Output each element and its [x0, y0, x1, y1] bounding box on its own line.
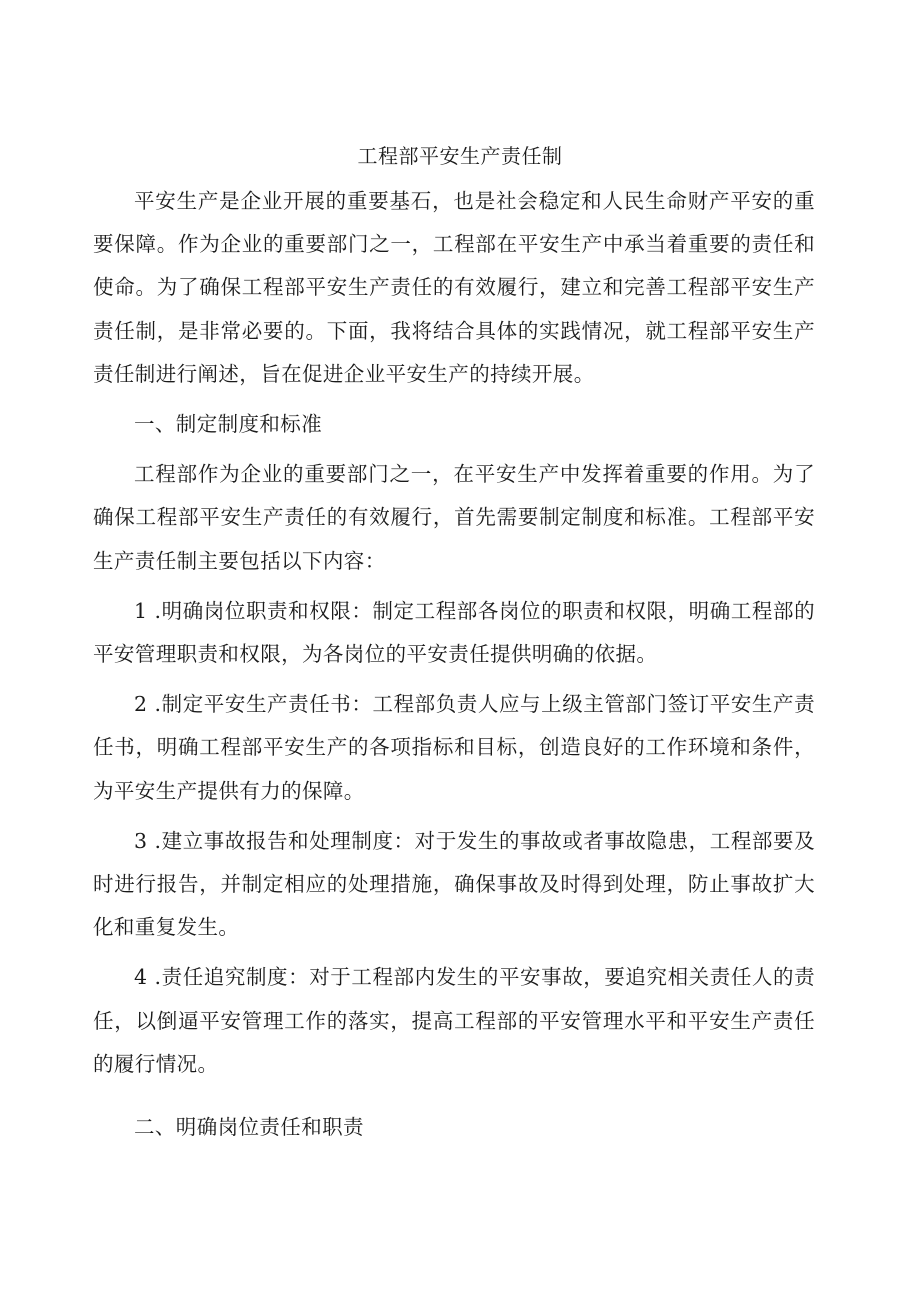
list-item-2: 2 .制定平安生产责任书：工程部负责人应与上级主管部门签订平安生产责任书，明确工程部平安生产的各项指标和目标，创造良好的工作环境和条件，为平安生产提供有力的保障。: [93, 692, 815, 803]
section1-intro-paragraph: 工程部作为企业的重要部门之一，在平安生产中发挥着重要的作用。为了确保工程部平安生产责任的有效履行，首先需要制定制度和标准。工程部平安生产责任制主要包括以下内容：: [93, 462, 815, 573]
section-heading-2: 二、明确岗位责任和职责: [134, 1115, 364, 1140]
document-title: 工程部平安生产责任制: [357, 144, 563, 168]
list-item-4: 4 .责任追究制度：对于工程部内发生的平安事故，要追究相关责任人的责任，以倒逼平安管理工作的落实，提高工程部的平安管理水平和平安生产责任的履行情况。: [93, 965, 815, 1076]
list-item-1: 1 .明确岗位职责和权限：制定工程部各岗位的职责和权限，明确工程部的平安管理职责和权限，为各岗位的平安责任提供明确的依据。: [93, 598, 815, 667]
intro-paragraph: 平安生产是企业开展的重要基石，也是社会稳定和人民生命财产平安的重要保障。作为企业的重要部门之一，工程部在平安生产中承当着重要的责任和使命。为了确保工程部平安生产责任的有效履行，建立和完善工程部平安生产责任制，是非常必要的。下面，我将结合具体的实践情况，就工程部平安生产责任制进行阐述，旨在促进企业平安生产的持续开展。: [93, 189, 815, 386]
list-item-3: 3 .建立事故报告和处理制度：对于发生的事故或者事故隐患，工程部要及时进行报告，并制定相应的处理措施，确保事故及时得到处理，防止事故扩大化和重复发生。: [93, 828, 815, 940]
section-heading-1: 一、制定制度和标准: [134, 412, 323, 437]
document-body: [93, 180, 815, 1149]
